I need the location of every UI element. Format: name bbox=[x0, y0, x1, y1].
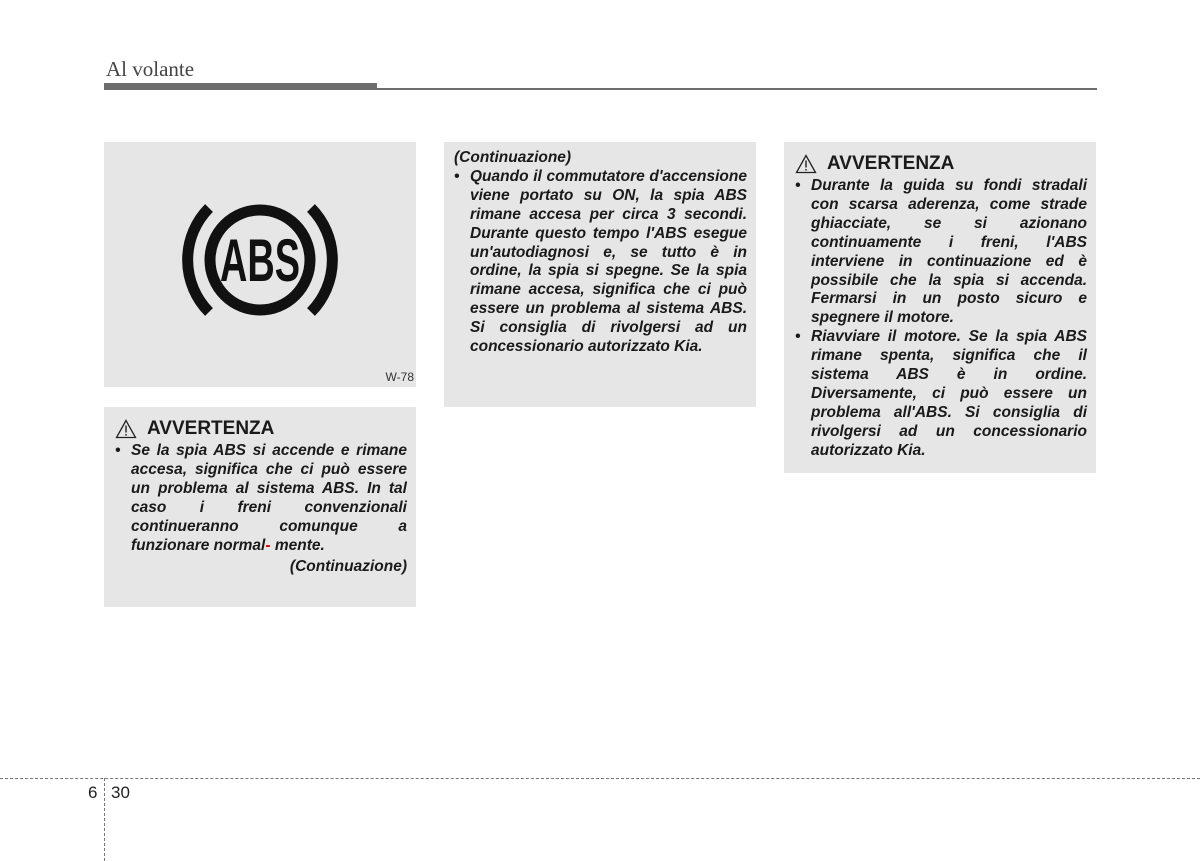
abs-warning-light-icon bbox=[182, 200, 338, 320]
page-number: 30 bbox=[111, 783, 130, 802]
warning-header bbox=[115, 418, 407, 440]
figure-code: W-78 bbox=[385, 370, 414, 384]
footer-dashed-divider bbox=[104, 778, 105, 861]
abs-label: ABS bbox=[220, 227, 300, 294]
header-bar-thick bbox=[104, 83, 377, 90]
warning-panel-left bbox=[104, 407, 416, 607]
bullet: • bbox=[795, 328, 801, 346]
hyphen-mark: - bbox=[265, 536, 271, 554]
warning-panel-right bbox=[784, 142, 1096, 473]
warning-header bbox=[795, 153, 1087, 175]
page-header-title: Al volante bbox=[106, 57, 195, 81]
header-rule bbox=[377, 88, 1097, 90]
warning-triangle-icon bbox=[115, 419, 137, 439]
footer-dashed-rule bbox=[0, 778, 1200, 779]
continuation-item bbox=[454, 168, 747, 357]
abs-figure-panel bbox=[104, 142, 416, 387]
continuation-panel bbox=[444, 142, 756, 407]
page-chapter-number: 6 bbox=[88, 783, 98, 802]
warning-item-text: Riavviare il motore. Se la spia ABS rimane spenta, significa che il sistema ABS è in ordine. Diversamente, ci può essere un problema all'ABS. Si consiglia di rivolgersi ad un concessionario autorizzato Kia. bbox=[811, 328, 1087, 459]
warning-item bbox=[795, 328, 1087, 460]
bullet: • bbox=[115, 442, 121, 459]
continuation-item-text: Quando il commutatore d'accensione viene portato su ON, la spia ABS rimane accesa per circa 3 secondi. Durante questo tempo l'ABS esegue un'autodiagnosi e, se tutto è in ordine, la spia si spegne. Se la spia rimane accesa, significa che ci può essere un problema al sistema ABS. Si consiglia di rivolgersi ad un concessionario autorizzato Kia. bbox=[470, 167, 747, 356]
bullet: • bbox=[454, 167, 460, 185]
warning-item-text: Se la spia ABS si accende e rimane accesa, significa che ci può essere un problema al sistema ABS. In tal caso i freni convenzionali continueranno comunque a funzionare normal bbox=[131, 442, 407, 554]
warning-item-text-end: mente. bbox=[274, 536, 325, 554]
continuation-label: (Continuazione) bbox=[289, 558, 407, 576]
warning-item bbox=[115, 442, 407, 555]
warning-item-text: Durante la guida su fondi stradali con scarsa aderenza, come strade ghiacciate, se si azionano continuamente i freni, l'ABS interviene in continuazione ed è possibile che la spia si accenda. Fermarsi in un posto sicuro e spegnere il motore. bbox=[811, 177, 1087, 327]
warning-title: AVVERTENZA bbox=[147, 418, 275, 439]
warning-item bbox=[795, 177, 1087, 328]
continuation-heading: (Continuazione) bbox=[454, 149, 572, 166]
warning-triangle-icon bbox=[795, 154, 817, 174]
bullet: • bbox=[795, 177, 801, 194]
warning-title: AVVERTENZA bbox=[827, 153, 955, 174]
